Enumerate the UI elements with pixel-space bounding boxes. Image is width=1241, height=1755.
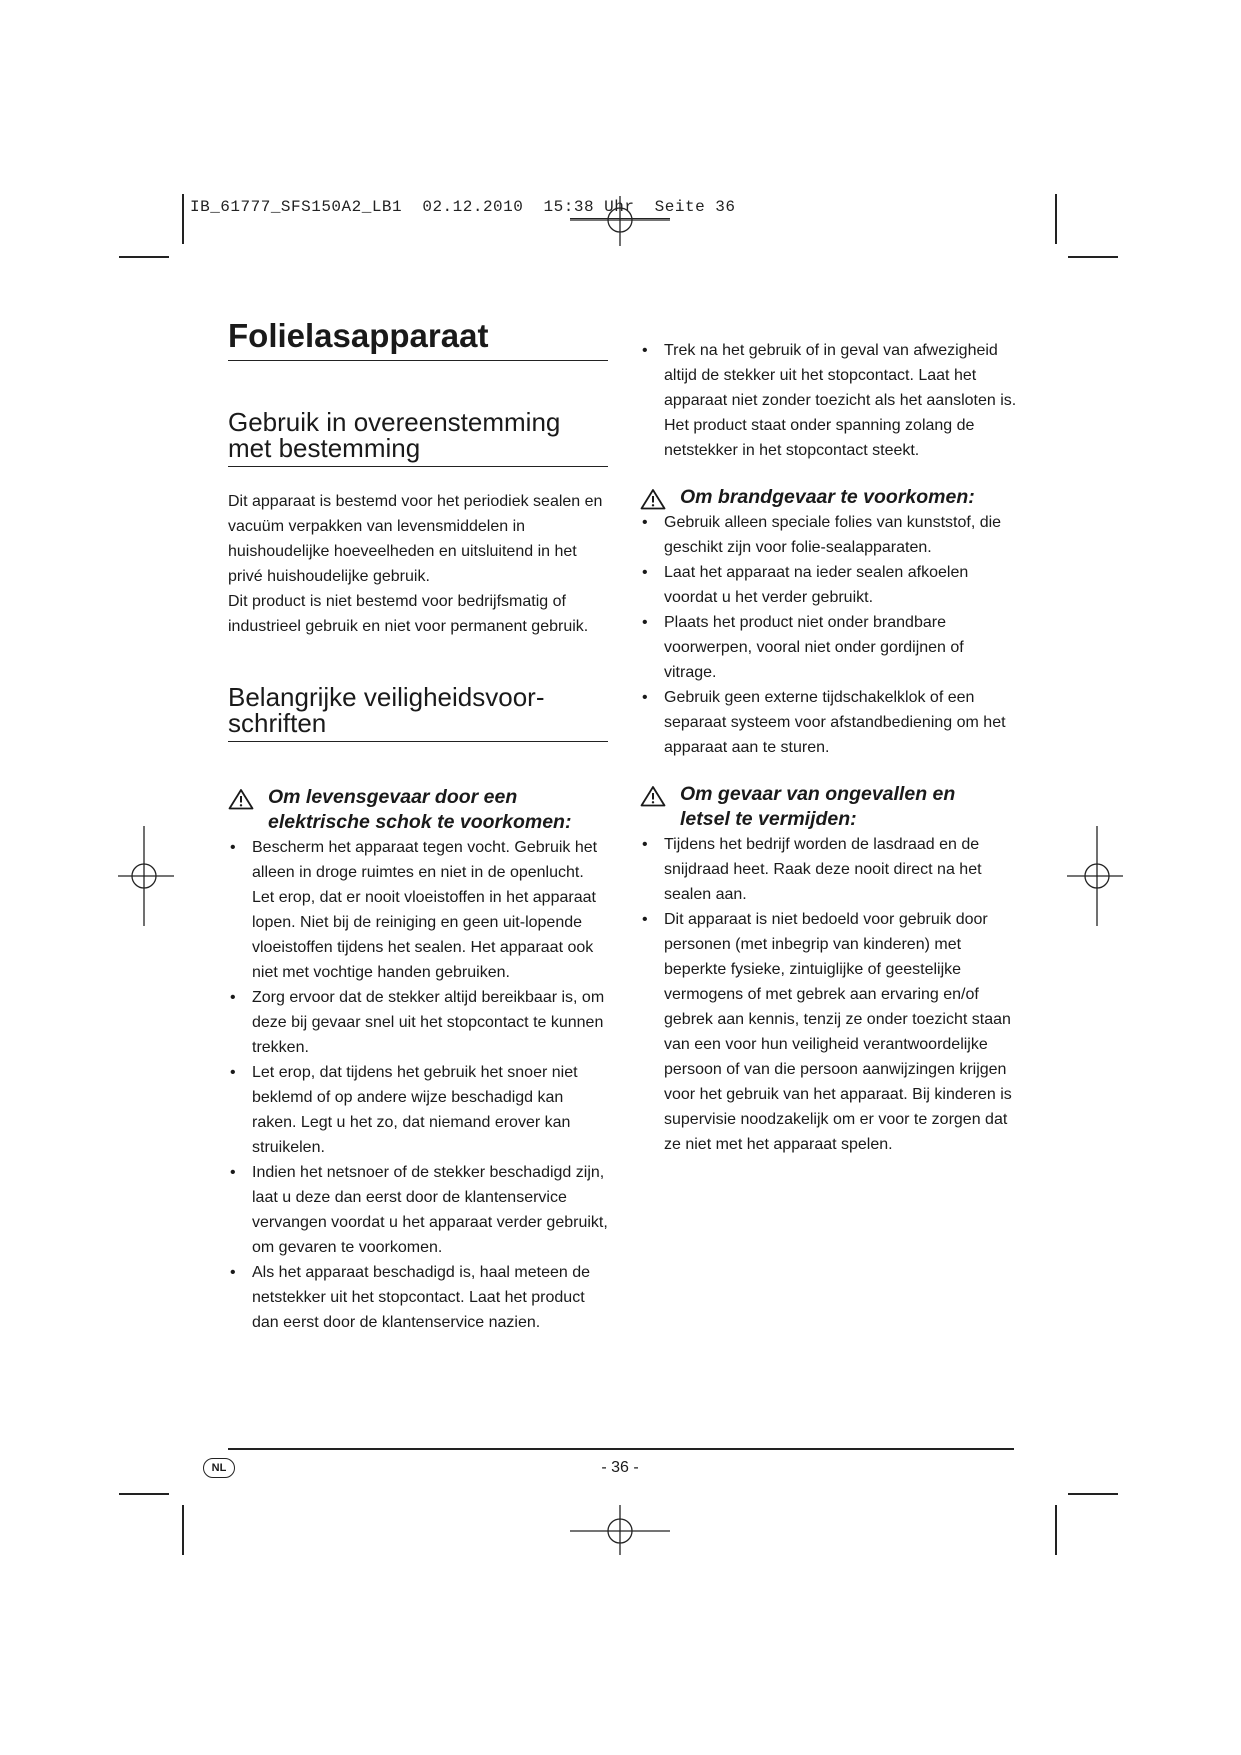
section-heading-intended-use — [228, 409, 608, 467]
heading-line: Belangrijke veiligheidsvoor- — [228, 682, 545, 713]
crop-mark — [1068, 256, 1118, 258]
intended-use-paragraph: Dit apparaat is bestemd voor het periodiek sealen en vacuüm verpakken van levensmiddelen in huishoudelijke hoeveelheden en uitsluitend in het privé huishoudelijke gebruik. — [228, 493, 603, 586]
list-item: • Let erop, dat tijdens het gebruik het snoer niet beklemd of op andere wijze beschadigd kan raken. Legt u het zo, dat niemand erover kan struikelen. — [228, 1060, 608, 1160]
heading-line: schriften — [228, 708, 327, 739]
registration-mark-icon — [118, 826, 174, 926]
print-slug: IB_61777_SFS150A2_LB1 02.12.2010 15:38 Uhr Seite 36 — [190, 198, 736, 216]
registration-mark-icon — [570, 1505, 670, 1555]
page-number: - 36 - — [601, 1459, 639, 1476]
intended-use-paragraph: Dit product is niet bestemd voor bedrijfsmatig of industrieel gebruik en niet voor permanent gebruik. — [228, 593, 589, 636]
registration-mark-icon — [1067, 826, 1123, 926]
heading-line: Gebruik in overeenstemming — [228, 407, 561, 438]
registration-mark-icon — [570, 196, 670, 246]
electric-shock-list — [228, 835, 608, 1335]
crop-mark — [1055, 1505, 1057, 1555]
crop-mark — [1055, 194, 1057, 244]
warning-title-line: letsel te vermijden: — [680, 808, 857, 830]
crop-mark — [182, 194, 184, 244]
warning-triangle-icon — [640, 488, 666, 510]
unplug-list — [640, 338, 1020, 463]
right-column — [640, 338, 1020, 1157]
footer-rule — [228, 1448, 1014, 1450]
language-badge: NL — [203, 1458, 235, 1478]
warning-title-line: Om levensgevaar door een — [268, 786, 518, 809]
warning-fire — [640, 485, 1020, 510]
section-heading-safety — [228, 684, 608, 742]
list-item: • Trek na het gebruik of in geval van afwezigheid altijd de stekker uit het stopcontact. Laat het apparaat niet zonder toezicht als het aansloten is. Het product staat onder spanning zolang de netstekker in het stopcontact steekt. — [640, 338, 1020, 463]
fire-list — [640, 510, 1020, 760]
list-item: • Als het apparaat beschadigd is, haal meteen de netstekker uit het stopcontact. Laat het product dan eerst door de klantenservice nazien. — [228, 1260, 608, 1335]
crop-mark — [119, 1493, 169, 1495]
list-item: • Gebruik alleen speciale folies van kunststof, die geschikt zijn voor folie-sealapparaten. — [640, 510, 1020, 560]
heading-line: met bestemming — [228, 433, 421, 464]
warning-title-line: elektrische schok te voorkomen: — [268, 811, 572, 834]
warning-triangle-icon — [640, 785, 666, 807]
list-item: • Tijdens het bedrijf worden de lasdraad en de snijdraad heet. Raak deze nooit direct na het sealen aan. — [640, 832, 1020, 907]
crop-mark — [119, 256, 169, 258]
warning-title-line: Om brandgevaar te voorkomen: — [680, 486, 975, 508]
list-item: • Gebruik geen externe tijdschakelklok of een separaat systeem voor afstandbediening om het apparaat aan te sturen. — [640, 685, 1020, 760]
list-item: • Indien het netsnoer of de stekker beschadigd zijn, laat u deze dan eerst door de klantenservice vervangen voordat u het apparaat verder gebruikt, om gevaren te voorkomen. — [228, 1160, 608, 1260]
crop-mark — [182, 1505, 184, 1555]
left-column — [228, 300, 608, 1335]
list-item: • Bescherm het apparaat tegen vocht. Gebruik het alleen in droge ruimtes en niet in de openlucht. Let erop, dat er nooit vloeistoffen in het apparaat lopen. Niet bij de reiniging en geen uit-lopende vloeistoffen tijdens het sealen. Het apparaat ook niet met vochtige handen gebruiken. — [228, 835, 608, 985]
list-item: • Laat het apparaat na ieder sealen afkoelen voordat u het verder gebruikt. — [640, 560, 1020, 610]
warning-electric-shock — [228, 785, 608, 835]
warning-accidents — [640, 782, 1020, 832]
warning-triangle-icon — [228, 788, 254, 810]
warning-title-line: Om gevaar van ongevallen en — [680, 783, 956, 805]
list-item: • Plaats het product niet onder brandbare voorwerpen, vooral niet onder gordijnen of vitrage. — [640, 610, 1020, 685]
crop-mark — [1068, 1493, 1118, 1495]
list-item: • Zorg ervoor dat de stekker altijd bereikbaar is, om deze bij gevaar snel uit het stopcontact te kunnen trekken. — [228, 985, 608, 1060]
page-title: Folielasapparaat — [228, 318, 608, 361]
list-item: • Dit apparaat is niet bedoeld voor gebruik door personen (met inbegrip van kinderen) met beperkte fysieke, zintuiglijke of geestelijke vermogens of met gebrek aan ervaring en/of gebrek aan kennis, tenzij ze onder toezicht staan van een voor hun veiligheid verantwoordelijke persoon of van die persoon aanwijzingen krijgen voor het gebruik van het apparaat. Bij kinderen is supervisie noodzakelijk om er voor te zorgen dat ze niet met het apparaat spelen. — [640, 907, 1020, 1157]
accident-list — [640, 832, 1020, 1157]
